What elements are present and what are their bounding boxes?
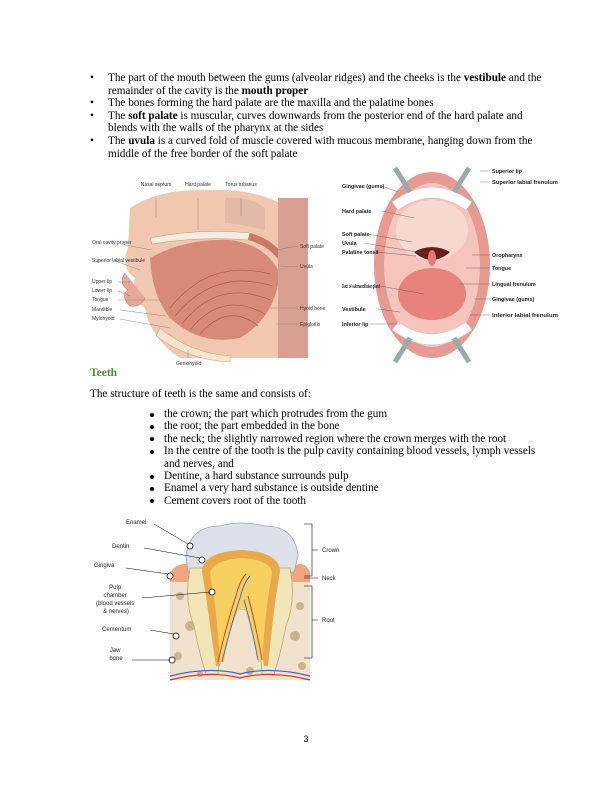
label-inferior-labial-frenulum: Inferior labial frenulum [492,313,559,319]
bullet-uvula: • The uvula is a curved fold of muscle covered with mucous membrane, hanging down from the middle of the free border of the soft palate [90,135,550,160]
label-dentin: Dentin [112,544,130,550]
list-item: Cement covers root of the tooth [148,495,538,507]
bullet-soft-palate: • The soft palate is muscular, curves downwards from the posterior end of the hard palate and blends with the walls of the pharynx at the sides [90,110,550,135]
label-root: Root [322,618,335,624]
label-cementum: Cementum [102,627,132,633]
label-mandible: Mandible [92,307,113,313]
list-item: the neck; the slightly narrowed region where the crown merges with the root [148,433,538,445]
label-duct-submandibular: Duct of submandibular gland [342,284,380,290]
bullet-vestibule: • The part of the mouth between the gums (alveolar ridges) and the cheeks is the vestibule and the remainder of the cavity is the mouth proper [90,72,550,97]
label-gingivae-lower: Gingivae (gums) [492,297,535,303]
label-hard-palate-2: Hard palate [342,209,372,215]
label-soft-palate-2: Soft palate [342,232,370,238]
label-hard-palate: Hard palate [185,182,211,188]
label-palatine-tonsil: Palatine tonsil [342,250,379,256]
label-epiglottis: Epiglottis [300,322,321,328]
sagittal-mouth-figure [90,178,326,368]
page-number: 3 [303,734,309,744]
teeth-intro: The structure of teeth is the same and consists of: [90,388,311,400]
label-superior-lip: Superior lip [492,169,522,175]
label-mylohyoid: Mylohyoid [92,316,115,322]
teeth-list [148,408,538,507]
label-geniohyoid: Geniohyoid [176,361,202,367]
list-item: the root; the part embedded in the bone [148,420,538,432]
label-enamel: Enamel [126,520,147,526]
label-oral-cavity: Oral cavity proper [92,240,132,246]
label-superior-labial-frenulum: Superior labial frenulum [492,180,559,186]
label-tongue-2: Tongue [492,266,512,272]
intro-bullets [90,72,550,160]
label-tongue: Tongue [92,297,109,303]
list-item: the crown; the part which protrudes from the gum [148,408,538,420]
label-soft-palate: Soft palate [300,244,324,250]
teeth-heading: Teeth [90,367,118,379]
label-uvula: Uvula [300,264,313,270]
label-vestibule: Vestibule [342,307,366,313]
label-torus-tubarius: Torus tubarius [225,182,257,188]
list-item: In the centre of the tooth is the pulp cavity containing blood vessels, lymph vessels and nerves, and [148,445,538,470]
label-nasal-septum: Nasal septum [140,182,172,188]
label-oropharynx: Oropharynx [492,253,523,259]
label-uvula-2: Uvula [342,241,357,247]
list-item: Dentine, a hard substance surrounds pulp [148,470,538,482]
label-gingiva: Gingiva [94,563,115,569]
label-inferior-lip: Inferior lip [342,322,369,328]
label-lingual-frenulum: Lingual frenulum [492,282,536,288]
open-mouth-figure [340,162,560,368]
bullet-hard-palate: • The bones forming the hard palate are the maxilla and the palatine bones [90,97,550,110]
label-hyoid-bone: Hyoid bone [300,306,326,312]
label-lower-lip: Lower lip [92,288,113,294]
label-upper-lip: Upper lip [92,279,113,285]
list-item: Enamel a very hard substance is outside dentine [148,482,538,494]
label-superior-labial-vestibule: Superior labial vestibule [92,258,146,264]
tooth-structure-figure [90,516,360,684]
label-gingivae-upper: Gingivae (gums) [342,184,385,190]
label-neck: Neck [322,576,336,582]
label-jaw-bone: Jaw bone [109,648,123,662]
label-crown: Crown [322,548,340,554]
label-pulp-chamber: Pulp chamber (blood vessels & nerves) [95,585,135,615]
